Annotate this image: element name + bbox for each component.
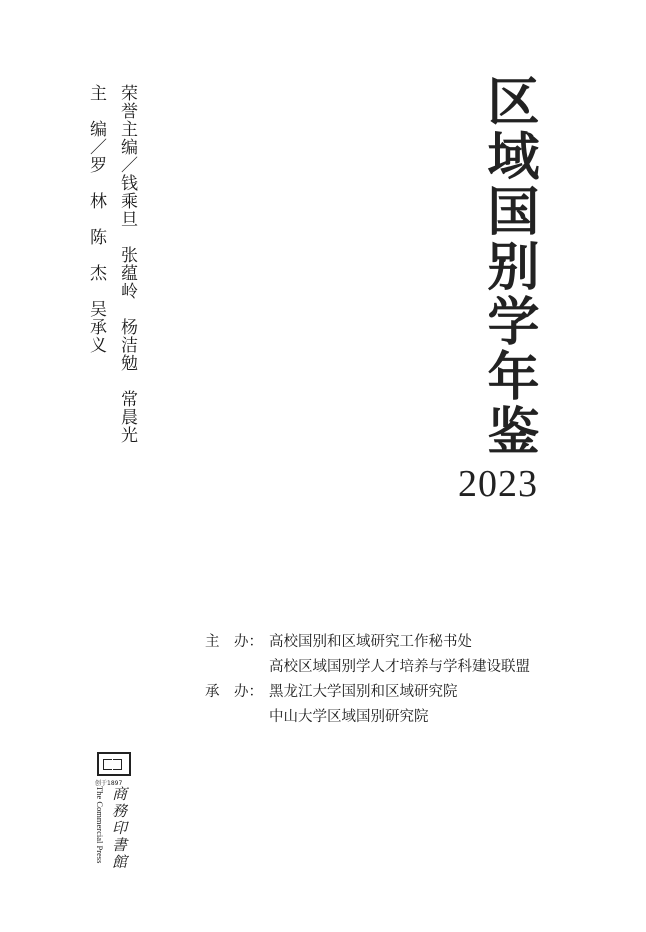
book-title: 区域国别学年鉴 bbox=[478, 74, 539, 459]
publisher-logo bbox=[95, 752, 139, 872]
editors: 主 编／罗 林 陈 杰 吴承义 bbox=[86, 84, 106, 354]
host-names bbox=[269, 630, 530, 680]
co-organizer-name-1: 黑龙江大学国别和区域研究院 bbox=[269, 684, 458, 700]
book-logo-icon bbox=[97, 752, 131, 776]
organizers bbox=[205, 630, 530, 730]
co-organizer-row bbox=[205, 680, 530, 730]
honorary-editors: 荣誉主编／钱乘旦 张蕴岭 杨洁勉 常晨光 bbox=[117, 84, 137, 444]
book-year: 2023 bbox=[458, 463, 538, 505]
host-name-1: 高校国别和区域研究工作秘书处 bbox=[269, 634, 472, 650]
co-organizer-names bbox=[269, 680, 458, 730]
publisher-since: 创于1897 bbox=[95, 780, 123, 787]
host-label: 主 办： bbox=[205, 634, 263, 650]
host-name-2: 高校区域国别学人才培养与学科建设联盟 bbox=[269, 659, 530, 675]
publisher-name-cn: 商務印書館 bbox=[110, 786, 128, 871]
publisher-name-en: The Commercial Press bbox=[95, 786, 105, 864]
co-organizer-name-2: 中山大学区域国别研究院 bbox=[269, 709, 429, 725]
co-organizer-label: 承 办： bbox=[205, 684, 263, 700]
host-row bbox=[205, 630, 530, 680]
